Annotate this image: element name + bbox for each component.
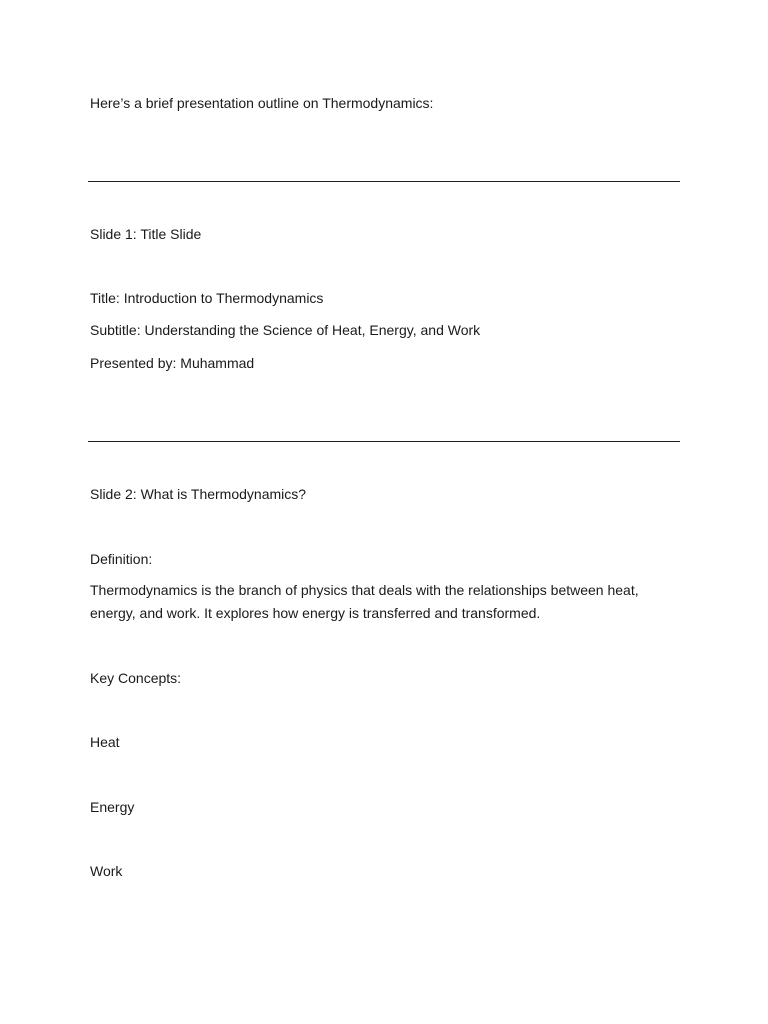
slide1-presenter: Presented by: Muhammad <box>90 355 255 371</box>
concept-heat: Heat <box>90 734 120 750</box>
slide1-heading: Slide 1: Title Slide <box>90 226 202 242</box>
key-concepts-label: Key Concepts: <box>90 670 182 686</box>
slide1-title: Title: Introduction to Thermodynamics <box>90 290 324 306</box>
concept-energy: Energy <box>90 799 135 815</box>
section-divider <box>88 441 680 442</box>
definition-label: Definition: <box>90 551 153 567</box>
section-divider <box>88 181 680 182</box>
slide2-heading: Slide 2: What is Thermodynamics? <box>90 486 307 502</box>
definition-text: Thermodynamics is the branch of physics that deals with the relationships between heat, energy, and work. It explores how energy is transferred and transformed. <box>90 582 639 621</box>
concept-work: Work <box>90 863 123 879</box>
intro-text: Here’s a brief presentation outline on Thermodynamics: <box>90 95 434 111</box>
slide1-subtitle: Subtitle: Understanding the Science of Heat, Energy, and Work <box>90 322 481 338</box>
